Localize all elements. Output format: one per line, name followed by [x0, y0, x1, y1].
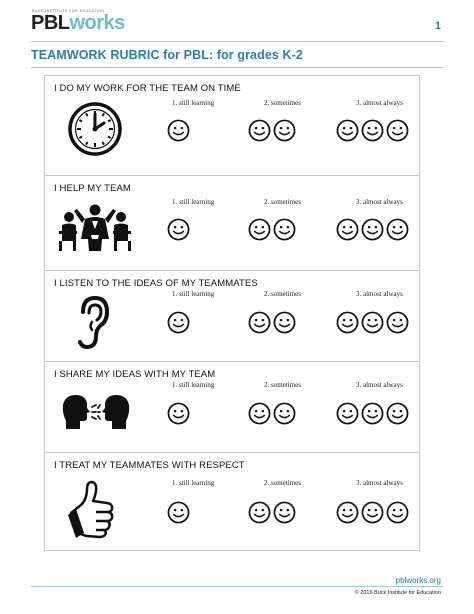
- score-almost-always[interactable]: [336, 119, 409, 142]
- smiley-face-icon: [167, 501, 190, 524]
- level-label-2: 2. sometimes: [264, 290, 301, 298]
- smiley-face-icon: [361, 501, 384, 524]
- level-label-2: 2. sometimes: [264, 381, 301, 389]
- smiley-face-icon: [273, 311, 296, 334]
- level-label-3: 3. almost always: [356, 381, 403, 389]
- smiley-face-icon: [386, 402, 409, 425]
- smiley-face-icon: [248, 402, 271, 425]
- row-title: I HELP MY TEAM: [54, 183, 131, 194]
- pblworks-logo: PBLworks: [31, 12, 125, 34]
- smiley-face-icon: [386, 218, 409, 241]
- rubric-table: [44, 75, 420, 551]
- level-label-3: 3. almost always: [356, 198, 403, 206]
- header-divider: [31, 41, 443, 42]
- row-title: I SHARE MY IDEAS WITH MY TEAM: [54, 369, 216, 380]
- rubric-row: [45, 361, 419, 452]
- team-icon: [57, 203, 133, 253]
- smiley-face-icon: [336, 218, 359, 241]
- smiley-face-icon: [167, 402, 190, 425]
- footer-divider: [31, 586, 443, 587]
- smiley-face-icon: [273, 402, 296, 425]
- score-still-learning[interactable]: [167, 218, 190, 241]
- level-label-3: 3. almost always: [356, 99, 403, 107]
- score-sometimes[interactable]: [248, 311, 296, 334]
- smiley-face-icon: [336, 501, 359, 524]
- smiley-face-icon: [336, 311, 359, 334]
- row-title: I DO MY WORK FOR THE TEAM ON TIME: [54, 83, 241, 94]
- smiley-face-icon: [167, 119, 190, 142]
- smiley-face-icon: [336, 119, 359, 142]
- level-label-2: 2. sometimes: [264, 479, 301, 487]
- smiley-face-icon: [361, 402, 384, 425]
- score-almost-always[interactable]: [336, 218, 409, 241]
- title-divider: [31, 67, 443, 68]
- score-still-learning[interactable]: [167, 119, 190, 142]
- score-sometimes[interactable]: [248, 218, 296, 241]
- page-number: 1: [434, 20, 441, 32]
- row-title: I TREAT MY TEAMMATES WITH RESPECT: [54, 460, 245, 471]
- level-label-3: 3. almost always: [356, 479, 403, 487]
- rubric-row: [45, 76, 419, 175]
- smiley-face-icon: [273, 218, 296, 241]
- level-label-2: 2. sometimes: [264, 198, 301, 206]
- level-label-1: 1. still learning: [172, 198, 215, 206]
- smiley-face-icon: [361, 311, 384, 334]
- smiley-face-icon: [273, 119, 296, 142]
- smiley-face-icon: [336, 402, 359, 425]
- clock-icon: [67, 101, 123, 157]
- level-label-1: 1. still learning: [172, 381, 215, 389]
- smiley-face-icon: [248, 119, 271, 142]
- row-title: I LISTEN TO THE IDEAS OF MY TEAMMATES: [54, 278, 258, 289]
- score-sometimes[interactable]: [248, 402, 296, 425]
- score-still-learning[interactable]: [167, 501, 190, 524]
- level-label-2: 2. sometimes: [264, 99, 301, 107]
- speaking-heads-icon: [60, 391, 132, 435]
- level-label-3: 3. almost always: [356, 290, 403, 298]
- ear-icon: [75, 294, 111, 352]
- copyright-text: © 2019 Buck Institute for Education: [354, 590, 441, 596]
- page-title: TEAMWORK RUBRIC for PBL: for grades K-2: [31, 48, 303, 62]
- smiley-face-icon: [361, 218, 384, 241]
- score-almost-always[interactable]: [336, 402, 409, 425]
- score-still-learning[interactable]: [167, 402, 190, 425]
- score-still-learning[interactable]: [167, 311, 190, 334]
- smiley-face-icon: [386, 119, 409, 142]
- level-label-1: 1. still learning: [172, 99, 215, 107]
- rubric-row: [45, 452, 419, 550]
- smiley-face-icon: [361, 119, 384, 142]
- smiley-face-icon: [248, 501, 271, 524]
- score-almost-always[interactable]: [336, 501, 409, 524]
- smiley-face-icon: [386, 311, 409, 334]
- score-sometimes[interactable]: [248, 119, 296, 142]
- footer-link[interactable]: pblworks.org: [395, 576, 441, 585]
- level-label-1: 1. still learning: [172, 479, 215, 487]
- page-header: [0, 0, 474, 44]
- thumbs-up-icon: [67, 479, 125, 539]
- smiley-face-icon: [167, 218, 190, 241]
- smiley-face-icon: [248, 311, 271, 334]
- rubric-row: [45, 175, 419, 270]
- smiley-face-icon: [386, 501, 409, 524]
- logo-tagline: BUCK INSTITUTE FOR EDUCATION: [32, 9, 105, 13]
- level-label-1: 1. still learning: [172, 290, 215, 298]
- rubric-row: [45, 270, 419, 361]
- smiley-face-icon: [273, 501, 296, 524]
- smiley-face-icon: [167, 311, 190, 334]
- smiley-face-icon: [248, 218, 271, 241]
- score-sometimes[interactable]: [248, 501, 296, 524]
- score-almost-always[interactable]: [336, 311, 409, 334]
